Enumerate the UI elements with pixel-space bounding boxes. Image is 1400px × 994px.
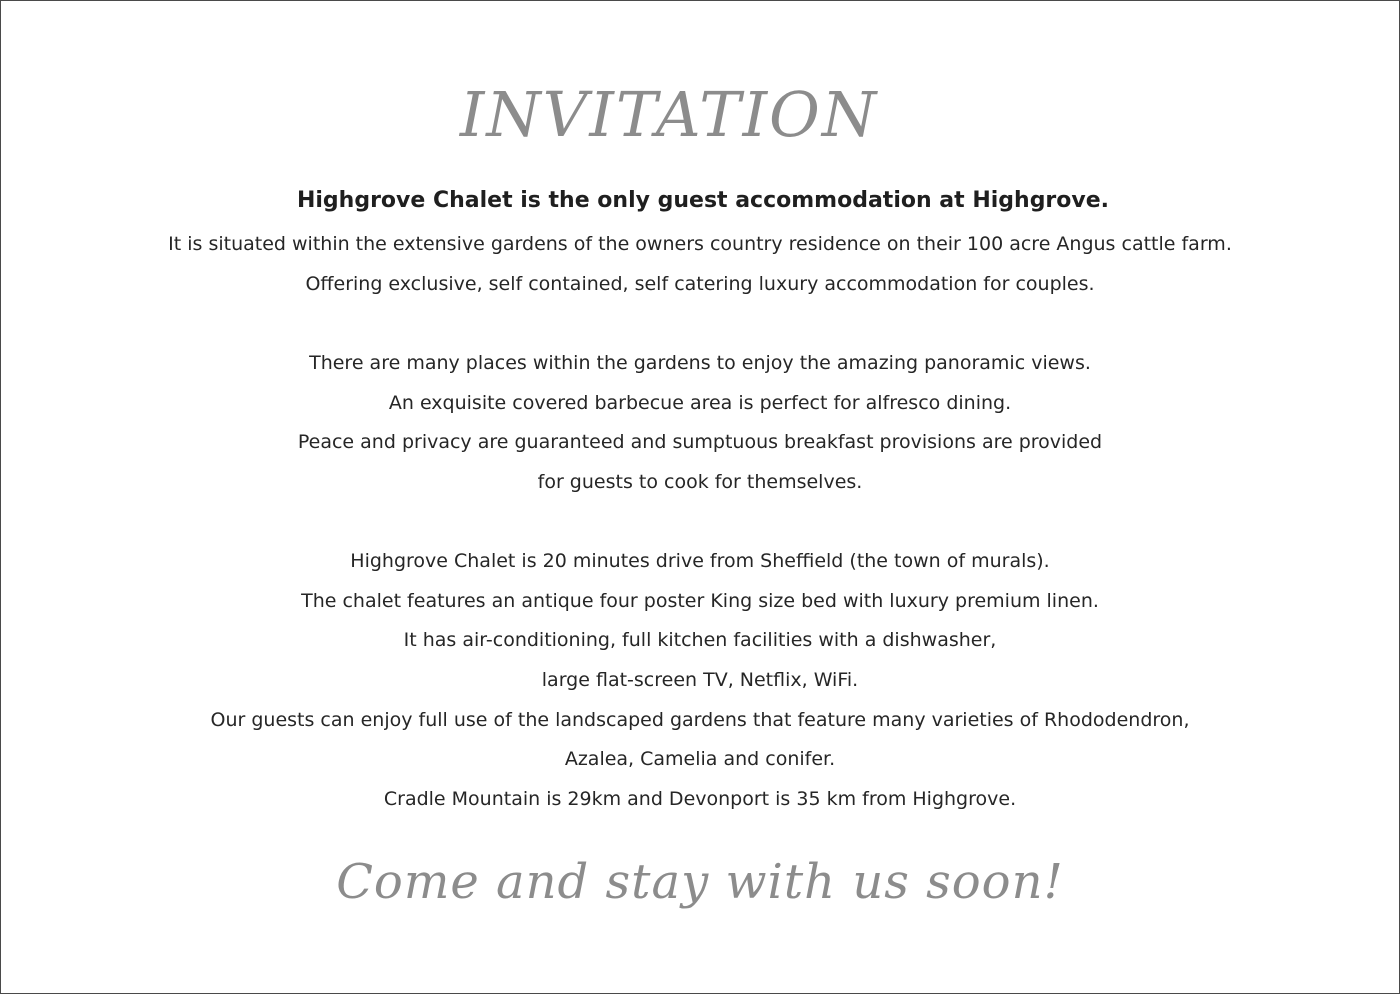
body-line-facilities: It has air-conditioning, full kitchen facilities with a dishwasher, — [403, 629, 997, 651]
body-line-distance: Highgrove Chalet is 20 minutes drive from Sheffield (the town of murals). — [350, 550, 1050, 572]
body-line-tv: large flat-screen TV, Netflix, WiFi. — [541, 669, 859, 691]
body-line-offering: Offering exclusive, self contained, self catering luxury accommodation for couples. — [305, 273, 1095, 295]
body-line-gardens: Our guests can enjoy full use of the landscaped gardens that feature many varieties of Rhododendron, — [210, 709, 1190, 731]
body-line-barbecue: An exquisite covered barbecue area is perfect for alfresco dining. — [388, 392, 1012, 414]
body-line-breakfast: for guests to cook for themselves. — [537, 471, 863, 493]
body-line-bed: The chalet features an antique four poster King size bed with luxury premium linen. — [301, 590, 1099, 612]
body-line-privacy: Peace and privacy are guaranteed and sumptuous breakfast provisions are provided — [297, 431, 1103, 453]
closing-message: Come and stay with us soon! — [336, 854, 1064, 910]
invitation-title: INVITATION — [459, 78, 879, 151]
headline: Highgrove Chalet is the only guest accommodation at Highgrove. — [296, 188, 1110, 213]
body-line-views: There are many places within the gardens to enjoy the amazing panoramic views. — [309, 352, 1091, 374]
body-line-plants: Azalea, Camelia and conifer. — [564, 748, 836, 770]
body-line-nearby: Cradle Mountain is 29km and Devonport is 35 km from Highgrove. — [383, 788, 1017, 810]
body-line-location: It is situated within the extensive gardens of the owners country residence on their 100 acre Angus cattle farm. — [168, 233, 1232, 255]
